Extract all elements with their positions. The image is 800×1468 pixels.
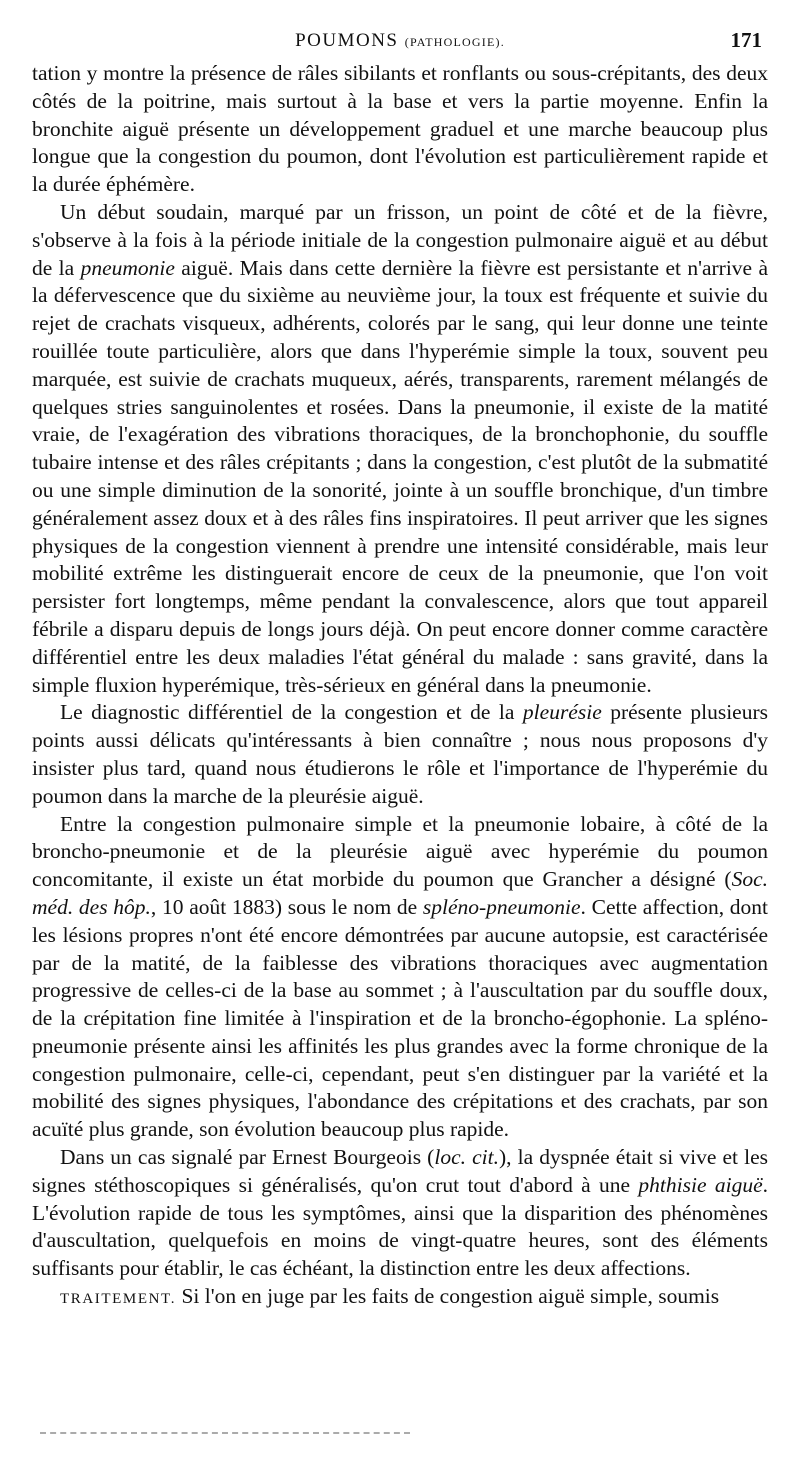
italic-text: pneumonie xyxy=(80,255,175,280)
italic-text: spléno-pneumonie xyxy=(422,894,581,919)
italic-text: Soc. méd. des hôp. xyxy=(32,867,768,919)
footer-rule xyxy=(40,1432,410,1434)
text-segment: Entre la congestion pulmonaire simple et la pneumonie lobaire, à côté de la broncho-pneumonie et de la pleurésie aiguë avec hyperémie du poumon concomitante, il existe un état morbide du poumon que Grancher a désigné ( xyxy=(32,811,768,892)
text-segment: Dans un cas signalé par Ernest Bourgeois ( xyxy=(60,1145,435,1170)
text-segment: . L'évolution rapide de tous les symptômes, ainsi que la disparition des phénomènes d'auscultation, quelquefois en moins de vingt-quatre heures, sont des éléments suffisants pour établir, le cas échéant, la distinction entre les deux affections. xyxy=(32,1172,768,1281)
text-segment: , 10 août 1883) sous le nom de xyxy=(150,894,423,919)
text-segment: tation y montre la présence de râles sibilants et ronflants ou sous-crépitants, des deux côtés de la poitrine, mais surtout à la base et vers la partie moyenne. Enfin la bronchite aiguë présente un développement graduel et une marche beaucoup plus longue que la congestion du poumon, dont l'évolution est particulièrement rapide et la durée éphémère. xyxy=(32,61,768,197)
paragraph xyxy=(32,811,768,1145)
page-number: 171 xyxy=(730,28,762,52)
running-title-sub: (PATHOLOGIE). xyxy=(404,35,505,49)
running-head xyxy=(32,30,768,60)
text-segment: présente plusieurs points aussi délicats qu'intéressants à bien connaître ; nous nous proposons d'y insister plus tard, quand nous étudierons le rôle et l'importance de l'hyperémie du poumon dans la marche de la pleurésie aiguë. xyxy=(32,700,768,808)
text-segment: Le diagnostic différentiel de la congestion et de la xyxy=(60,700,523,725)
text-segment: aiguë. Mais dans cette dernière la fièvre est persistante et n'arrive à la défervescence que du sixième au neuvième jour, la toux est fréquente et suivie du rejet de crachats visqueux, adhérents, colorés par le sang, qui leur donne une teinte rouillée toute particulière, alors que dans l'hyperémie simple la toux, souvent peu marquée, est suivie de crachats muqueux, aérés, transparents, rarement mélangés de quelques stries sanguinolentes et rosées. Dans la pneumonie, il existe de la matité vraie, de l'exagération des vibrations thoraciques, de la bronchophonie, du souffle tubaire intense et des râles crépitants ; dans la congestion, c'est plutôt de la submatité ou une simple diminution de la sonorité, jointe à un souffle bronchique, d'un timbre généralement assez doux et à des râles fins inspiratoires. Il peut arriver que les signes physiques de la congestion viennent à prendre une intensité considérable, mais leur mobilité extrême les distinguerait encore de ceux de la pneumonie, que l'on voit persister fort longtemps, même pendant la convalescence, alors que tout appareil fébrile a disparu depuis de longs jours déjà. On peut encore donner comme caractère différentiel entre les deux maladies l'état général du malade : sans gravité, dans la simple fluxion hyperémique, très-sérieux en général dans la pneumonie. xyxy=(32,255,768,697)
text-segment: Un début soudain, marqué par un frisson, un point de côté et de la fièvre, s'observe à la fois à la période initiale de la congestion pulmonaire aiguë et au début de la xyxy=(32,199,768,280)
text-segment: ), la dyspnée était si vive et les signes stéthoscopiques si généralisés, qu'on crut tout d'abord à une xyxy=(32,1145,768,1197)
body-text xyxy=(32,60,768,1314)
paragraph xyxy=(32,699,768,810)
paragraph xyxy=(32,1144,768,1283)
text-segment: Si l'on en juge par les faits de congestion aiguë simple, soumis xyxy=(176,1284,720,1309)
section-label: TRAITEMENT. xyxy=(60,1291,177,1308)
text-segment: . Cette affection, dont les lésions propres n'ont été encore démontrées par aucune autopsie, est caractérisée par de la matité, de la faiblesse des vibrations thoraciques avec augmentation progressive de celles-ci de la base au sommet ; à l'auscultation par du souffle doux, de la crépitation fine limitée à l'inspiration et de la broncho-égophonie. La spléno-pneumonie présente ainsi les affinités les plus grandes avec la forme chronique de la congestion pulmonaire, celle-ci, cependant, peut s'en distinguer par la variété et la mobilité des signes physiques, l'abondance des crépitations et des crachats, par son acuïté plus grande, son évolution beaucoup plus rapide. xyxy=(32,894,769,1142)
italic-text: loc. cit. xyxy=(434,1145,499,1170)
paragraph xyxy=(32,199,768,699)
paragraph xyxy=(32,1283,768,1314)
running-title-main: POUMONS xyxy=(295,30,399,51)
running-title xyxy=(32,30,768,52)
italic-text: pleurésie xyxy=(522,700,602,725)
italic-text: phthisie aiguë xyxy=(638,1172,763,1197)
paragraph xyxy=(32,60,768,199)
